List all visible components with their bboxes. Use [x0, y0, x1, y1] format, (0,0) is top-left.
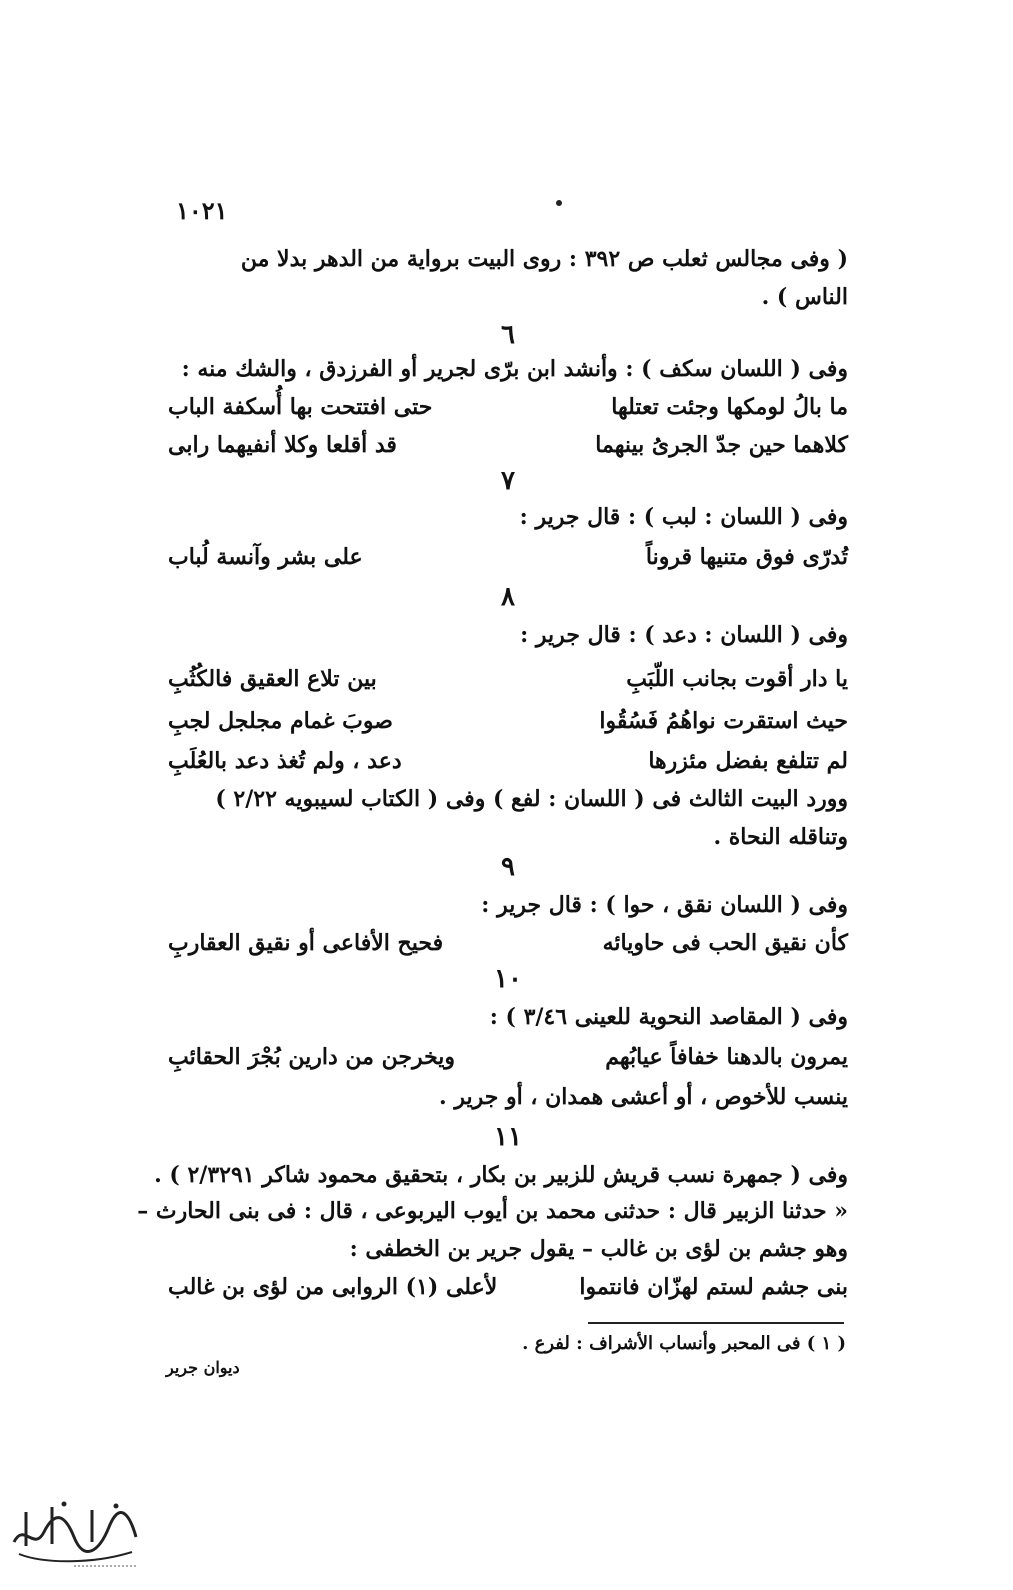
- text-line: ينسب للأخوص ، أو أعشى همدان ، أو جرير .: [439, 1084, 848, 1110]
- text-line: وتناقله النحاة .: [713, 824, 848, 850]
- verse-first-hemistich: ما بالُ لومكها وجئت تعتلها: [611, 394, 848, 420]
- text-line: « حدثنا الزبير قال : حدثنى محمد بن أيوب اليربوعى ، قال : فى بنى الحارث –: [137, 1198, 848, 1224]
- verse-second-hemistich: بين تلاع العقيق فالكُثُبِ: [168, 666, 377, 692]
- verse-second-hemistich: لأعلى (١) الروابى من لؤى بن غالب: [168, 1274, 498, 1300]
- verse-second-hemistich: صوبَ غمام مجلجل لجبِ: [168, 708, 393, 734]
- verse-first-hemistich: لم تتلفع بفضل مئزرها: [648, 748, 848, 774]
- text-line: الناس ) .: [761, 284, 848, 310]
- section-number: ٨: [501, 582, 515, 612]
- footnote-divider: [588, 1322, 844, 1324]
- section-intro: وفى ( اللسان : لبب ) : قال جرير :: [519, 504, 848, 530]
- section-intro: وفى ( اللسان نقق ، حوا ) : قال جرير :: [481, 892, 848, 918]
- section-intro: وفى ( اللسان : دعد ) : قال جرير :: [520, 622, 848, 648]
- verse-line: [168, 702, 848, 740]
- section-number: ٦: [501, 320, 515, 350]
- verse-first-hemistich: كلاهما حين جدّ الجرىُ بينهما: [595, 432, 848, 458]
- section-number: ٧: [501, 466, 515, 496]
- verse-second-hemistich: فحيح الأفاعى أو نقيق العقاربِ: [168, 930, 444, 956]
- verse-line: [168, 1268, 848, 1306]
- verse-second-hemistich: على بشر وآنسة لُباب: [168, 544, 363, 570]
- section-number: ٩: [501, 852, 515, 882]
- verse-first-hemistich: كأن نقيق الحب فى حاويائه: [602, 930, 848, 956]
- verse-line: [168, 1038, 848, 1076]
- verse-second-hemistich: قد أقلعا وكلا أنفيهما رابى: [168, 432, 397, 458]
- book-title: ديوان جرير: [166, 1358, 240, 1377]
- page-number: ١٠٢١: [176, 196, 228, 225]
- verse-second-hemistich: حتى افتتحت بها أُسكفة الباب: [168, 394, 433, 420]
- verse-line: [168, 538, 848, 576]
- verse-first-hemistich: حيث استقرت نواهُمُ فَسُقُوا: [599, 708, 848, 734]
- verse-first-hemistich: يا دار أقوت بجانب اللّبَبِ: [626, 666, 848, 692]
- verse-first-hemistich: بنى جشم لستم لهزّان فانتموا: [579, 1274, 848, 1300]
- verse-first-hemistich: يمرون بالدهنا خفافاً عيابُهم: [605, 1044, 848, 1070]
- section-number: ١٠: [494, 964, 522, 994]
- verse-line: [168, 660, 848, 698]
- section-intro: وفى ( جمهرة نسب قريش للزبير بن بكار ، بتحقيق محمود شاكر ٢/٣٢٩١ ) .: [154, 1162, 848, 1188]
- text-line: ( وفى مجالس ثعلب ص ٣٩٢ : روى البيت برواية من الدهر بدلا من: [240, 246, 848, 272]
- main-text: [137, 0, 848, 1320]
- verse-second-hemistich: ويخرجن من دارين بُجْرَ الحقائبِ: [168, 1044, 456, 1070]
- section-number: ١١: [494, 1122, 522, 1152]
- verse-first-hemistich: تُدرّى فوق متنيها قروناً: [645, 544, 848, 570]
- verse-line: [168, 742, 848, 780]
- section-intro: وفى ( المقاصد النحوية للعينى ٣/٤٦ ) :: [489, 1004, 848, 1030]
- section-intro: وفى ( اللسان سكف ) : وأنشد ابن برّى لجرير أو الفرزدق ، والشك منه :: [181, 356, 848, 382]
- verse-line: [168, 426, 848, 464]
- verse-second-hemistich: دعد ، ولم تُغذ دعد بالعُلَبِ: [168, 748, 402, 774]
- verse-line: [168, 388, 848, 426]
- footnote: ( ١ ) فى المحبر وأنساب الأشراف : لفرع .: [522, 1333, 846, 1354]
- text-line: وهو جشم بن لؤى بن غالب – يقول جرير بن الخطفى :: [349, 1236, 848, 1262]
- text-line: وورد البيت الثالث فى ( اللسان : لفع ) وفى ( الكتاب لسيبويه ٢/٢٢ ): [215, 786, 848, 812]
- verse-line: [168, 924, 848, 962]
- calligraphy-logo: [4, 1482, 144, 1572]
